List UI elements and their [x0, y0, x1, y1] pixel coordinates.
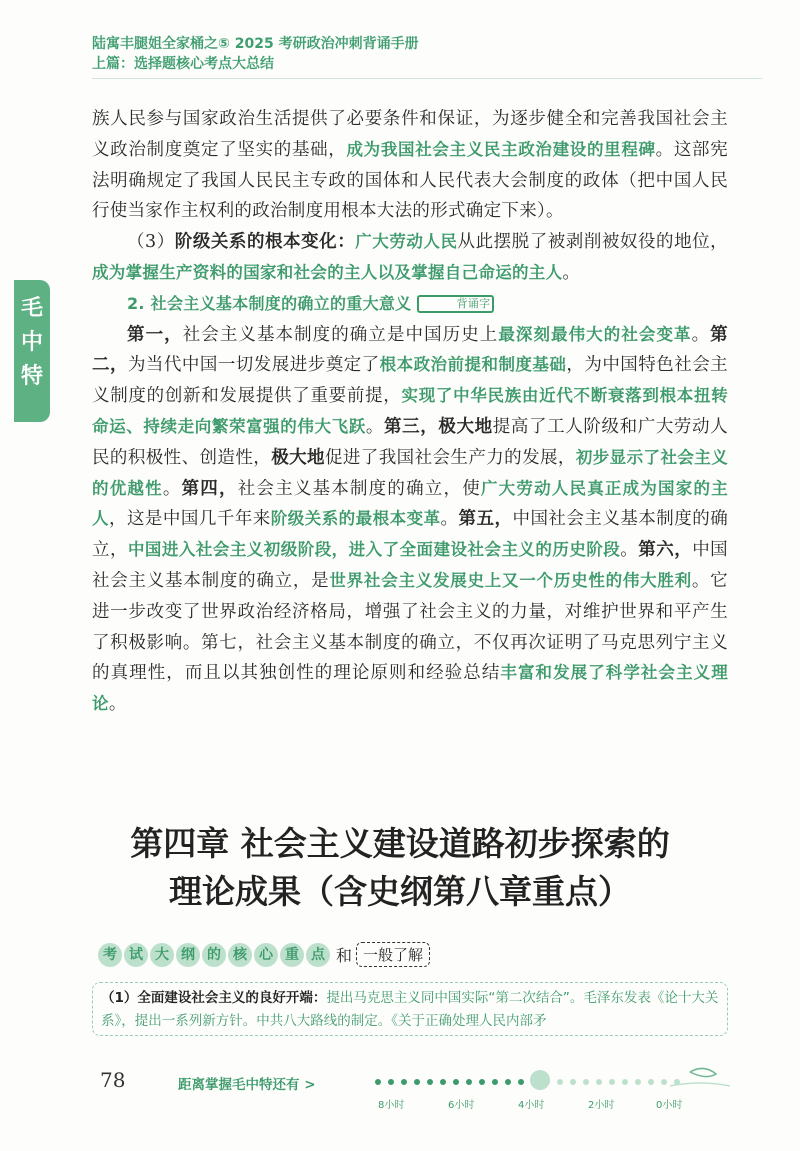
text-span: 从此摆脱了被剥削被奴役的地位，: [457, 232, 728, 253]
progress-dot: [414, 1079, 420, 1085]
outline-char: 心: [254, 943, 278, 967]
highlight-span: 成为我国社会主义民主政治建设的里程碑: [346, 139, 656, 159]
tick-label: 6小时: [448, 1100, 475, 1111]
bold-span: 极大地: [271, 447, 325, 468]
tick-label: 2小时: [588, 1100, 615, 1111]
page-number: 78: [100, 1068, 126, 1092]
text-span: 。: [162, 478, 182, 499]
memorize-tag: 背诵字: [417, 295, 494, 313]
outline-char: 重: [280, 943, 304, 967]
progress-dot: [635, 1079, 641, 1085]
text-span: 。: [620, 540, 639, 561]
progress-dot: [401, 1079, 407, 1085]
header-subtitle: 上篇：选择题核心考点大总结: [92, 56, 274, 72]
bold-span: 第六，: [638, 540, 693, 561]
chapter-title-line: 理论成果（含史纲第八章重点）: [169, 872, 631, 911]
text-span: 社会主义基本制度的确立，使: [237, 478, 481, 499]
progress-dot: [492, 1079, 498, 1085]
highlight-span: 世界社会主义发展史上又一个历史性的伟大胜利: [329, 570, 692, 590]
progress-dot: [570, 1079, 576, 1085]
progress-dot: [622, 1079, 628, 1085]
highlight-span: 丰富和发展了科学社会主义理论: [92, 663, 728, 714]
general-understanding-label: 一般了解: [356, 942, 430, 967]
highlight-span: 成为掌握生产资料的国家和社会的主人以及掌握自己命运的主人: [92, 262, 563, 282]
outline-char: 纲: [176, 943, 200, 967]
bird-icon: [690, 1068, 716, 1076]
side-tab-char: 毛: [20, 296, 43, 321]
text-span: 为当代中国一切发展进步奠定了: [127, 355, 380, 376]
bold-span: 第四，: [181, 478, 238, 499]
progress-marker-icon: [530, 1070, 550, 1090]
bold-span: 第一，: [127, 324, 183, 345]
text-span: 促进了我国社会生产力的发展，: [324, 447, 576, 468]
outline-char: 试: [124, 943, 148, 967]
progress-dot: [648, 1079, 654, 1085]
progress-dots: [375, 1079, 680, 1085]
highlight-span: 中国进入社会主义初级阶段，进入了全面建设社会主义的历史阶段: [127, 540, 621, 560]
highlight-span: 实现了中华民族由近代不断衰落到根本扭转命运、持续走向繁荣富强的伟大飞跃: [92, 386, 728, 436]
text-span: 中国社会主义基本制度的确立，: [92, 509, 729, 561]
progress-dot: [583, 1079, 589, 1085]
highlight-span: 初步显示了社会主义的优越性: [92, 447, 729, 498]
highlight-span: 广大劳动人民真正成为国家的主人: [92, 478, 728, 529]
text-span: 族人民参与国家政治生活提供了必要条件和保证，为逐步健全和完善我国社会主义政治制度奠定了坚实的基础，: [92, 109, 728, 160]
text-span: 。: [691, 324, 711, 345]
text-span: 提高了工人阶级和广大劳动人民的积极性、创造性，: [92, 416, 728, 468]
text-span: 社会主义基本制度的确立是中国历史上: [182, 324, 499, 345]
progress-dot: [596, 1079, 602, 1085]
text-span: 。它进一步改变了世界政治经济格局，增强了社会主义的力量，对维护世界和平产生了积极影响。第七，社会主义基本制度的确立，不仅再次证明了马克思列宁主义的真理性，而且以其独创性的理论原则和经验总结: [92, 570, 728, 684]
box-text: 提出马克思主义同中国实际“第二次结合”。毛泽东发表《论十大关系》，提出一系列新方针。中共八大路线的制定。《关于正确处理人民内部矛: [101, 990, 719, 1029]
text-span: 。: [108, 694, 127, 715]
text-span: 。: [440, 509, 459, 530]
item-number: （3）: [127, 232, 175, 253]
outline-char: 的: [202, 943, 226, 967]
progress-dot: [518, 1079, 524, 1085]
text-span: 。: [365, 416, 385, 437]
progress-dot: [479, 1079, 485, 1085]
outline-and: 和: [336, 946, 353, 965]
highlight-span: 最深刻最伟大的社会变革: [498, 324, 692, 344]
tick-label: 4小时: [518, 1100, 545, 1111]
text-span: 。这部宪法明确规定了我国人民民主专政的国体和人民代表大会制度的政体（把中国人民行使当家作主权利的政治制度用根本大法的形式确定下来）。: [92, 139, 729, 222]
progress-dot: [505, 1079, 511, 1085]
progress-dot: [557, 1079, 563, 1085]
side-tab-char: 中: [20, 330, 43, 355]
progress-dot: [427, 1079, 433, 1085]
highlight-span: 阶级关系的最根本变革: [270, 509, 441, 529]
progress-dot: [609, 1079, 615, 1085]
progress-dot: [440, 1079, 446, 1085]
chapter-title-line: 第四章 社会主义建设道路初步探索的: [130, 824, 670, 863]
highlight-span: 广大劳动人民: [355, 232, 458, 252]
side-tab-char: 特: [20, 364, 43, 389]
progress-dot: [466, 1079, 472, 1085]
progress-dot: [388, 1079, 394, 1085]
text-span: ，这是中国几千年来: [108, 509, 271, 530]
highlight-span: 根本政治前提和制度基础: [379, 355, 567, 375]
bold-span: 第五，: [458, 509, 513, 530]
progress-label: 距离掌握毛中特还有 >: [178, 1077, 316, 1093]
bold-span: 阶级关系的根本变化：: [174, 232, 356, 253]
text-span: 。: [562, 262, 581, 283]
bold-span: 第二，: [92, 324, 728, 376]
outline-char: 大: [150, 943, 174, 967]
progress-ticks: [378, 1098, 682, 1111]
tick-label: 0小时: [656, 1100, 683, 1111]
tick-label: 8小时: [378, 1100, 405, 1111]
header-title: 陆寓丰腿姐全家桶之⑤ 2025 考研政治冲刺背诵手册: [92, 36, 419, 52]
text-span: ，为中国特色社会主义制度的创新和发展提供了重要前提，: [92, 355, 728, 407]
bold-span: 第三，极大地: [384, 416, 493, 437]
text-span: 中国社会主义基本制度的确立，是: [92, 540, 728, 591]
progress-dot: [375, 1079, 381, 1085]
outline-char: 核: [228, 943, 252, 967]
progress-dot: [453, 1079, 459, 1085]
box-heading: （1）全面建设社会主义的良好开端：: [101, 990, 327, 1006]
progress-dot: [661, 1079, 667, 1085]
outline-char: 点: [306, 943, 330, 967]
outline-char: 考: [98, 943, 122, 967]
subheading-text: 2. 社会主义基本制度的确立的重大意义: [127, 293, 412, 313]
